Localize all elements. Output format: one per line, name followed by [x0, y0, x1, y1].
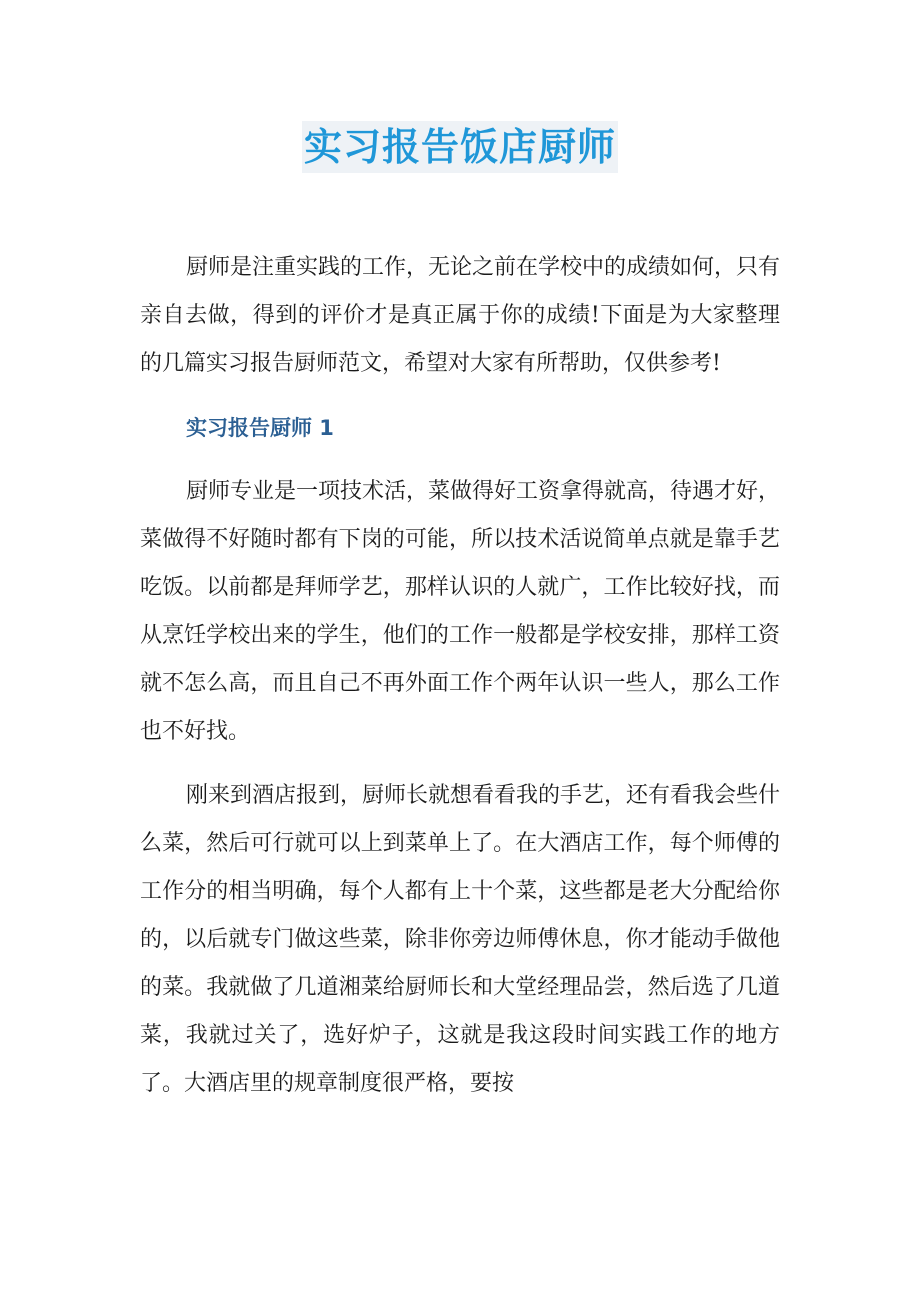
- intro-paragraph: 厨师是注重实践的工作，无论之前在学校中的成绩如何，只有亲自去做，得到的评价才是真正属于你的成绩!下面是为大家整理的几篇实习报告厨师范文，希望对大家有所帮助，仅供参考!: [140, 255, 781, 376]
- paragraph-gap: [140, 756, 780, 772]
- document-body: [140, 244, 780, 1108]
- paragraph-gap: [140, 452, 780, 468]
- body-paragraph-2: 刚来到酒店报到，厨师长就想看看我的手艺，还有看我会些什么菜，然后可行就可以上到菜单上了。在大酒店工作，每个师傅的工作分的相当明确，每个人都有上十个菜，这些都是老大分配给你的，以后就专门做这些菜，除非你旁边师傅休息，你才能动手做他的菜。我就做了几道湘菜给厨师长和大堂经理品尝，然后选了几道菜，我就过关了，选好炉子，这就是我这段时间实践工作的地方了。大酒店里的规章制度很严格，要按: [140, 783, 781, 1096]
- paragraph-gap: [140, 388, 780, 404]
- document-title: 实习报告饭店厨师: [302, 121, 618, 173]
- section-heading: 实习报告厨师 1: [186, 416, 334, 440]
- body-paragraph-1: 厨师专业是一项技术活，菜做得好工资拿得就高，待遇才好，菜做得不好随时都有下岗的可能，所以技术活说简单点就是靠手艺吃饭。以前都是拜师学艺，那样认识的人就广，工作比较好找，而从烹饪学校出来的学生，他们的工作一般都是学校安排，那样工资就不怎么高，而且自己不再外面工作个两年认识一些人，那么工作也不好找。: [140, 479, 781, 744]
- title-container: [0, 121, 920, 173]
